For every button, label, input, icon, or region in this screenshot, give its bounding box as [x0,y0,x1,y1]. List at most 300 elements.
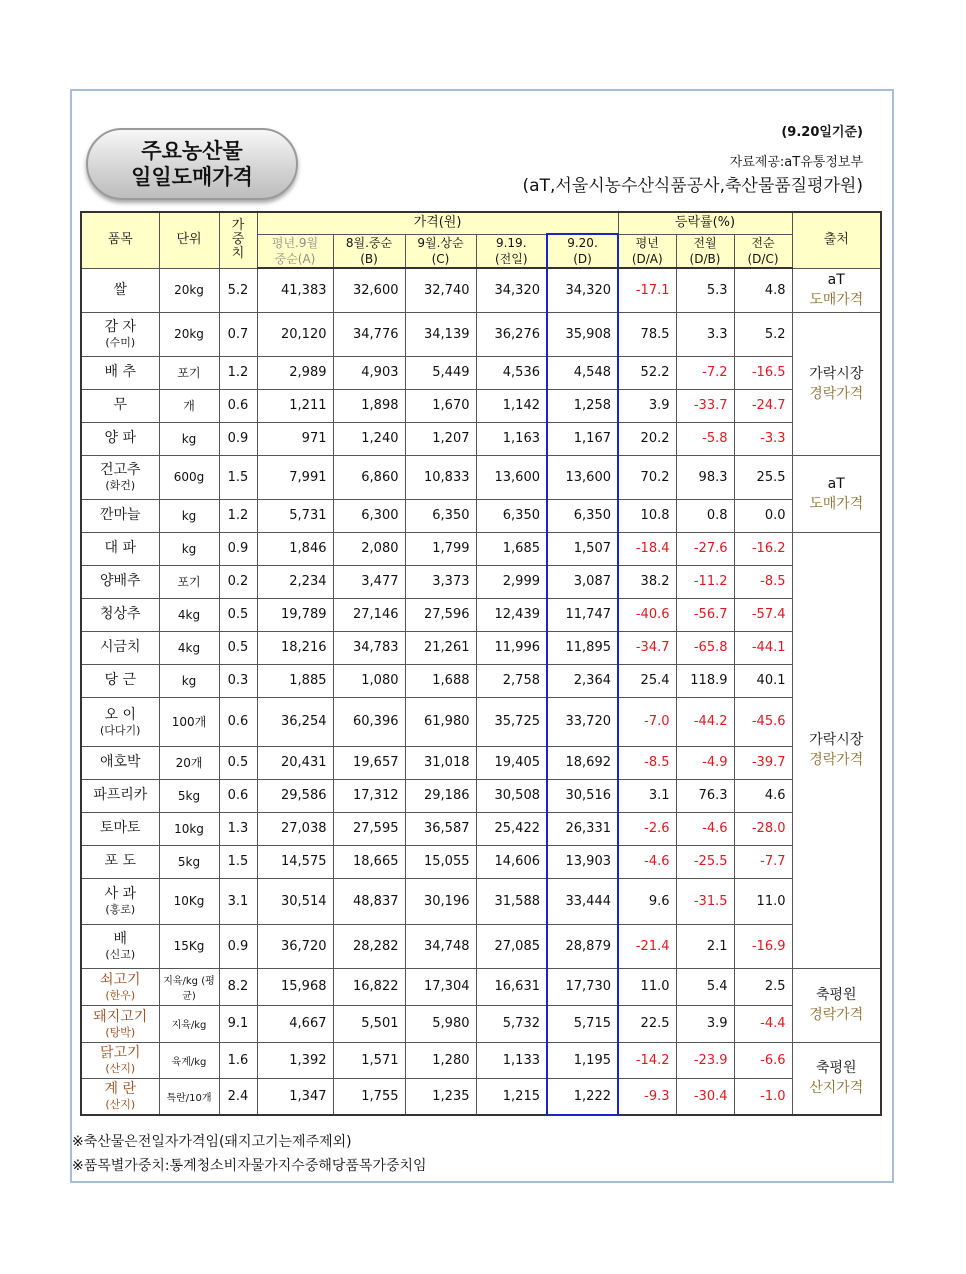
price-prev-cell: 2,999 [476,565,547,598]
price-c-cell: 5,449 [405,356,476,389]
item-name: 오 이 [104,706,136,723]
rate-db-cell: 3.3 [676,312,734,356]
price-prev-cell: 1,685 [476,532,547,565]
footnote-1: ※축산물은전일자가격임(돼지고기는제주제외) [72,1134,352,1150]
price-a-cell: 30,514 [257,878,333,924]
rate-dc-cell: -57.4 [734,598,792,631]
price-b-cell: 1,898 [333,389,405,422]
unit-cell: 개 [159,389,219,422]
unit-cell: 포기 [159,356,219,389]
table-row [81,1078,881,1115]
price-b-cell: 1,240 [333,422,405,455]
rate-dc-cell: -7.7 [734,845,792,878]
weight-cell: 1.6 [219,1042,257,1078]
header-item: 품목 [81,212,159,268]
rate-da-cell: 20.2 [618,422,676,455]
price-prev-cell: 1,215 [476,1078,547,1115]
price-c-cell: 1,799 [405,532,476,565]
unit-cell: kg [159,664,219,697]
unit-cell: 육계/kg [159,1042,219,1078]
price-c-cell: 17,304 [405,968,476,1005]
header-col-prev-l1: 9.19. [495,235,527,250]
header-rate-dc [734,234,792,268]
source-cell [792,1042,881,1115]
price-prev-cell: 36,276 [476,312,547,356]
price-c-cell: 10,833 [405,455,476,499]
price-d-cell: 13,903 [547,845,618,878]
rate-da-cell: -2.6 [618,812,676,845]
price-a-cell: 1,392 [257,1042,333,1078]
item-variety: (산지) [105,1098,136,1112]
source-price-type: 도매가격 [809,292,864,308]
title-line-1: 주요농산물 [141,139,243,163]
item-name: 포 도 [104,853,136,869]
item-variety: (신고) [105,948,136,961]
item-name: 무 [113,397,128,413]
price-d-cell: 13,600 [547,455,618,499]
price-prev-cell: 30,508 [476,779,547,812]
rate-db-cell: 76.3 [676,779,734,812]
table-row [81,1042,881,1078]
rate-da-cell: -21.4 [618,924,676,968]
price-d-cell: 35,908 [547,312,618,356]
weight-cell: 1.2 [219,499,257,532]
price-prev-cell: 31,588 [476,878,547,924]
price-b-cell: 5,501 [333,1005,405,1042]
unit-cell: 100개 [159,697,219,746]
price-a-cell: 20,120 [257,312,333,356]
table-row [81,422,881,455]
price-c-cell: 1,207 [405,422,476,455]
header-col-b-l2: (B) [360,251,378,266]
source-price-type: 경락가격 [809,385,864,402]
price-d-cell: 33,444 [547,878,618,924]
price-prev-cell: 25,422 [476,812,547,845]
header-col-d [547,234,618,268]
price-prev-cell: 1,163 [476,422,547,455]
rate-dc-cell: 2.5 [734,968,792,1005]
unit-cell: kg [159,499,219,532]
table-row [81,356,881,389]
price-b-cell: 27,146 [333,598,405,631]
price-c-cell: 1,280 [405,1042,476,1078]
table-row [81,389,881,422]
price-d-cell: 18,692 [547,746,618,779]
unit-cell: 10Kg [159,878,219,924]
unit-cell: 600g [159,455,219,499]
rate-da-cell: 78.5 [618,312,676,356]
price-a-cell: 1,846 [257,532,333,565]
item-name: 배 추 [104,364,136,380]
price-b-cell: 2,080 [333,532,405,565]
weight-cell: 5.2 [219,268,257,312]
item-name: 당 근 [104,672,136,688]
unit-cell: 지육/kg [159,1005,219,1042]
price-d-cell: 11,747 [547,598,618,631]
header-col-prev [476,234,547,268]
reference-date: (9.20일기준) [781,125,863,140]
price-b-cell: 34,783 [333,631,405,664]
price-prev-cell: 2,758 [476,664,547,697]
price-a-cell: 1,211 [257,389,333,422]
rate-da-cell: 70.2 [618,455,676,499]
header-unit: 단위 [159,212,219,268]
item-name-cell [81,1078,159,1115]
rate-dc-cell: 40.1 [734,664,792,697]
header-rate-db-l1: 전월 [693,235,717,250]
item-name-cell [81,312,159,356]
rate-da-cell: -4.6 [618,845,676,878]
price-b-cell: 16,822 [333,968,405,1005]
unit-cell: 5kg [159,779,219,812]
weight-cell: 1.2 [219,356,257,389]
table-row [81,924,881,968]
price-b-cell: 17,312 [333,779,405,812]
unit-cell: kg [159,532,219,565]
title-line-2: 일일도매가격 [131,165,253,189]
price-b-cell: 18,665 [333,845,405,878]
header-rate-db [676,234,734,268]
rate-dc-cell: -8.5 [734,565,792,598]
rate-dc-cell: -45.6 [734,697,792,746]
price-prev-cell: 34,320 [476,268,547,312]
rate-dc-cell: -4.4 [734,1005,792,1042]
rate-db-cell: -31.5 [676,878,734,924]
unit-cell: 20개 [159,746,219,779]
price-c-cell: 1,670 [405,389,476,422]
item-name-cell [81,422,159,455]
item-name-cell [81,631,159,664]
header-rate-dc-l1: 전순 [751,235,775,250]
table-row [81,598,881,631]
price-a-cell: 14,575 [257,845,333,878]
table-row [81,664,881,697]
source-price-type: 경락가격 [809,752,864,768]
rate-dc-cell: 25.5 [734,455,792,499]
rate-da-cell: 9.6 [618,878,676,924]
rate-da-cell: 22.5 [618,1005,676,1042]
price-c-cell: 29,186 [405,779,476,812]
table-row [81,878,881,924]
item-name: 파프리카 [93,787,148,803]
price-b-cell: 3,477 [333,565,405,598]
unit-cell: 20kg [159,268,219,312]
price-c-cell: 21,261 [405,631,476,664]
price-d-cell: 30,516 [547,779,618,812]
header-rate-dc-l2: (D/C) [747,251,779,266]
price-d-cell: 2,364 [547,664,618,697]
price-prev-cell: 16,631 [476,968,547,1005]
weight-cell: 8.2 [219,968,257,1005]
price-prev-cell: 6,350 [476,499,547,532]
price-d-cell: 1,507 [547,532,618,565]
item-variety: (화건) [105,479,136,492]
price-b-cell: 6,300 [333,499,405,532]
price-a-cell: 5,731 [257,499,333,532]
table-row [81,532,881,565]
header-rate-da [618,234,676,268]
rate-dc-cell: -16.2 [734,532,792,565]
rate-db-cell: -33.7 [676,389,734,422]
header-col-a [257,234,333,268]
header-col-b-l1: 8월.중순 [345,235,393,250]
source-cell [792,268,881,312]
table-row [81,746,881,779]
weight-cell: 0.6 [219,697,257,746]
price-d-cell: 28,879 [547,924,618,968]
item-name: 건고추 [99,462,141,478]
table-row [81,499,881,532]
rate-dc-cell: 11.0 [734,878,792,924]
source-name: aT [827,272,845,288]
price-b-cell: 4,903 [333,356,405,389]
weight-cell: 0.6 [219,389,257,422]
item-name: 사 과 [104,886,136,902]
item-name-cell [81,924,159,968]
price-c-cell: 32,740 [405,268,476,312]
unit-cell: 15Kg [159,924,219,968]
price-prev-cell: 27,085 [476,924,547,968]
item-name: 배 [113,931,128,947]
price-prev-cell: 1,142 [476,389,547,422]
item-name-cell [81,268,159,312]
price-a-cell: 1,885 [257,664,333,697]
item-name-cell [81,356,159,389]
rate-dc-cell: -1.0 [734,1078,792,1115]
rate-db-cell: -65.8 [676,631,734,664]
rate-da-cell: -14.2 [618,1042,676,1078]
price-prev-cell: 14,606 [476,845,547,878]
header-rate-da-l2: (D/A) [631,251,663,266]
rate-da-cell: 11.0 [618,968,676,1005]
unit-cell: 20kg [159,312,219,356]
price-b-cell: 34,776 [333,312,405,356]
rate-db-cell: -30.4 [676,1078,734,1115]
item-variety: (다다기) [100,723,141,737]
rate-dc-cell: -28.0 [734,812,792,845]
table-row [81,812,881,845]
price-d-cell: 4,548 [547,356,618,389]
header-source: 출처 [792,212,881,268]
header-price-group: 가격(원) [257,212,618,234]
header-rate-da-l1: 평년 [635,235,659,250]
price-a-cell: 27,038 [257,812,333,845]
data-provider: 자료제공:aT유통정보부 [729,155,863,170]
rate-da-cell: -34.7 [618,631,676,664]
price-prev-cell: 1,133 [476,1042,547,1078]
price-b-cell: 28,282 [333,924,405,968]
rate-da-cell: -18.4 [618,532,676,565]
item-name: 양배추 [99,573,141,589]
unit-cell: kg [159,422,219,455]
price-a-cell: 36,254 [257,697,333,746]
price-d-cell: 1,222 [547,1078,618,1115]
unit-cell: 4kg [159,598,219,631]
rate-db-cell: -7.2 [676,356,734,389]
rate-db-cell: -44.2 [676,697,734,746]
price-table-body [81,268,881,1115]
price-c-cell: 31,018 [405,746,476,779]
price-a-cell: 15,968 [257,968,333,1005]
rate-da-cell: 52.2 [618,356,676,389]
item-name-cell [81,598,159,631]
price-c-cell: 5,980 [405,1005,476,1042]
price-a-cell: 7,991 [257,455,333,499]
header-weight-text: 가중치 [231,218,245,262]
price-a-cell: 971 [257,422,333,455]
rate-db-cell: -23.9 [676,1042,734,1078]
header-rate-db-l2: (D/B) [689,251,721,266]
rate-db-cell: -5.8 [676,422,734,455]
item-variety: (홍로) [105,903,136,916]
unit-cell: 5kg [159,845,219,878]
item-name-cell [81,746,159,779]
item-name: 양 파 [104,430,136,446]
rate-da-cell: -7.0 [618,697,676,746]
price-a-cell: 41,383 [257,268,333,312]
header-weight [219,212,257,268]
item-name: 돼지고기 [93,1008,148,1025]
price-a-cell: 1,347 [257,1078,333,1115]
item-name-cell [81,455,159,499]
weight-cell: 9.1 [219,1005,257,1042]
item-name: 애호박 [99,754,141,770]
item-name: 대 파 [104,540,136,556]
header-col-b [333,234,405,268]
rate-da-cell: -9.3 [618,1078,676,1115]
price-a-cell: 2,234 [257,565,333,598]
rate-db-cell: -25.5 [676,845,734,878]
price-prev-cell: 19,405 [476,746,547,779]
rate-da-cell: 38.2 [618,565,676,598]
table-row [81,312,881,356]
weight-cell: 3.1 [219,878,257,924]
rate-db-cell: 118.9 [676,664,734,697]
price-c-cell: 1,688 [405,664,476,697]
rate-dc-cell: -16.9 [734,924,792,968]
rate-da-cell: -17.1 [618,268,676,312]
weight-cell: 0.3 [219,664,257,697]
source-price-type: 경락가격 [809,1007,864,1023]
header-col-c-l1: 9월.상순 [417,235,464,250]
unit-cell: 4kg [159,631,219,664]
price-c-cell: 6,350 [405,499,476,532]
price-a-cell: 20,431 [257,746,333,779]
rate-dc-cell: -24.7 [734,389,792,422]
item-name-cell [81,845,159,878]
price-b-cell: 1,571 [333,1042,405,1078]
price-prev-cell: 11,996 [476,631,547,664]
price-d-cell: 34,320 [547,268,618,312]
unit-cell: 특란/10개 [159,1078,219,1115]
rate-db-cell: 3.9 [676,1005,734,1042]
item-name-cell [81,499,159,532]
unit-cell: 지육/kg (평균) [159,968,219,1005]
weight-cell: 0.5 [219,746,257,779]
price-d-cell: 1,167 [547,422,618,455]
price-d-cell: 6,350 [547,499,618,532]
rate-dc-cell: -16.5 [734,356,792,389]
weight-cell: 1.5 [219,845,257,878]
source-name: 가락시장 [809,732,864,748]
price-a-cell: 19,789 [257,598,333,631]
item-variety: (산지) [105,1062,136,1075]
price-c-cell: 3,373 [405,565,476,598]
price-b-cell: 27,595 [333,812,405,845]
price-a-cell: 36,720 [257,924,333,968]
rate-dc-cell: 4.6 [734,779,792,812]
source-cell [792,532,881,968]
price-b-cell: 32,600 [333,268,405,312]
rate-db-cell: -27.6 [676,532,734,565]
rate-db-cell: -56.7 [676,598,734,631]
item-name-cell [81,532,159,565]
price-prev-cell: 4,536 [476,356,547,389]
rate-db-cell: 5.3 [676,268,734,312]
price-c-cell: 36,587 [405,812,476,845]
table-row [81,631,881,664]
source-name: 축평원 [815,1060,857,1077]
price-d-cell: 17,730 [547,968,618,1005]
rate-da-cell: -40.6 [618,598,676,631]
price-c-cell: 30,196 [405,878,476,924]
price-b-cell: 1,080 [333,664,405,697]
price-prev-cell: 12,439 [476,598,547,631]
price-a-cell: 18,216 [257,631,333,664]
table-row [81,268,881,312]
rate-dc-cell: -3.3 [734,422,792,455]
header-col-d-l2: (D) [573,252,592,266]
price-b-cell: 6,860 [333,455,405,499]
item-name: 시금치 [99,639,141,655]
unit-cell: 포기 [159,565,219,598]
header-col-c-l2: (C) [431,251,450,266]
weight-cell: 0.6 [219,779,257,812]
rate-da-cell: 25.4 [618,664,676,697]
price-prev-cell: 35,725 [476,697,547,746]
item-name-cell [81,812,159,845]
price-b-cell: 1,755 [333,1078,405,1115]
price-d-cell: 5,715 [547,1005,618,1042]
source-name: 축평원 [815,987,857,1003]
header-col-prev-l2: (전일) [494,251,528,266]
table-row [81,845,881,878]
rate-da-cell: 3.9 [618,389,676,422]
rate-da-cell: 10.8 [618,499,676,532]
item-variety: (수미) [105,336,136,349]
item-name: 감 자 [104,319,136,335]
item-name-cell [81,1042,159,1078]
price-c-cell: 34,139 [405,312,476,356]
weight-cell: 0.9 [219,532,257,565]
source-cell [792,455,881,532]
price-c-cell: 34,748 [405,924,476,968]
price-a-cell: 29,586 [257,779,333,812]
footnote-2: ※품목별가중치:통계청소비자물가지수중해당품목가중치임 [72,1158,427,1174]
source-cell [792,968,881,1042]
source-price-type: 산지가격 [809,1080,864,1097]
price-d-cell: 3,087 [547,565,618,598]
rate-dc-cell: 0.0 [734,499,792,532]
item-name: 닭고기 [99,1045,141,1061]
rate-dc-cell: -6.6 [734,1042,792,1078]
data-sources: (aT,서울시농수산식품공사,축산물품질평가원) [522,176,863,196]
price-d-cell: 11,895 [547,631,618,664]
price-b-cell: 60,396 [333,697,405,746]
table-row [81,779,881,812]
price-d-cell: 26,331 [547,812,618,845]
rate-db-cell: -11.2 [676,565,734,598]
